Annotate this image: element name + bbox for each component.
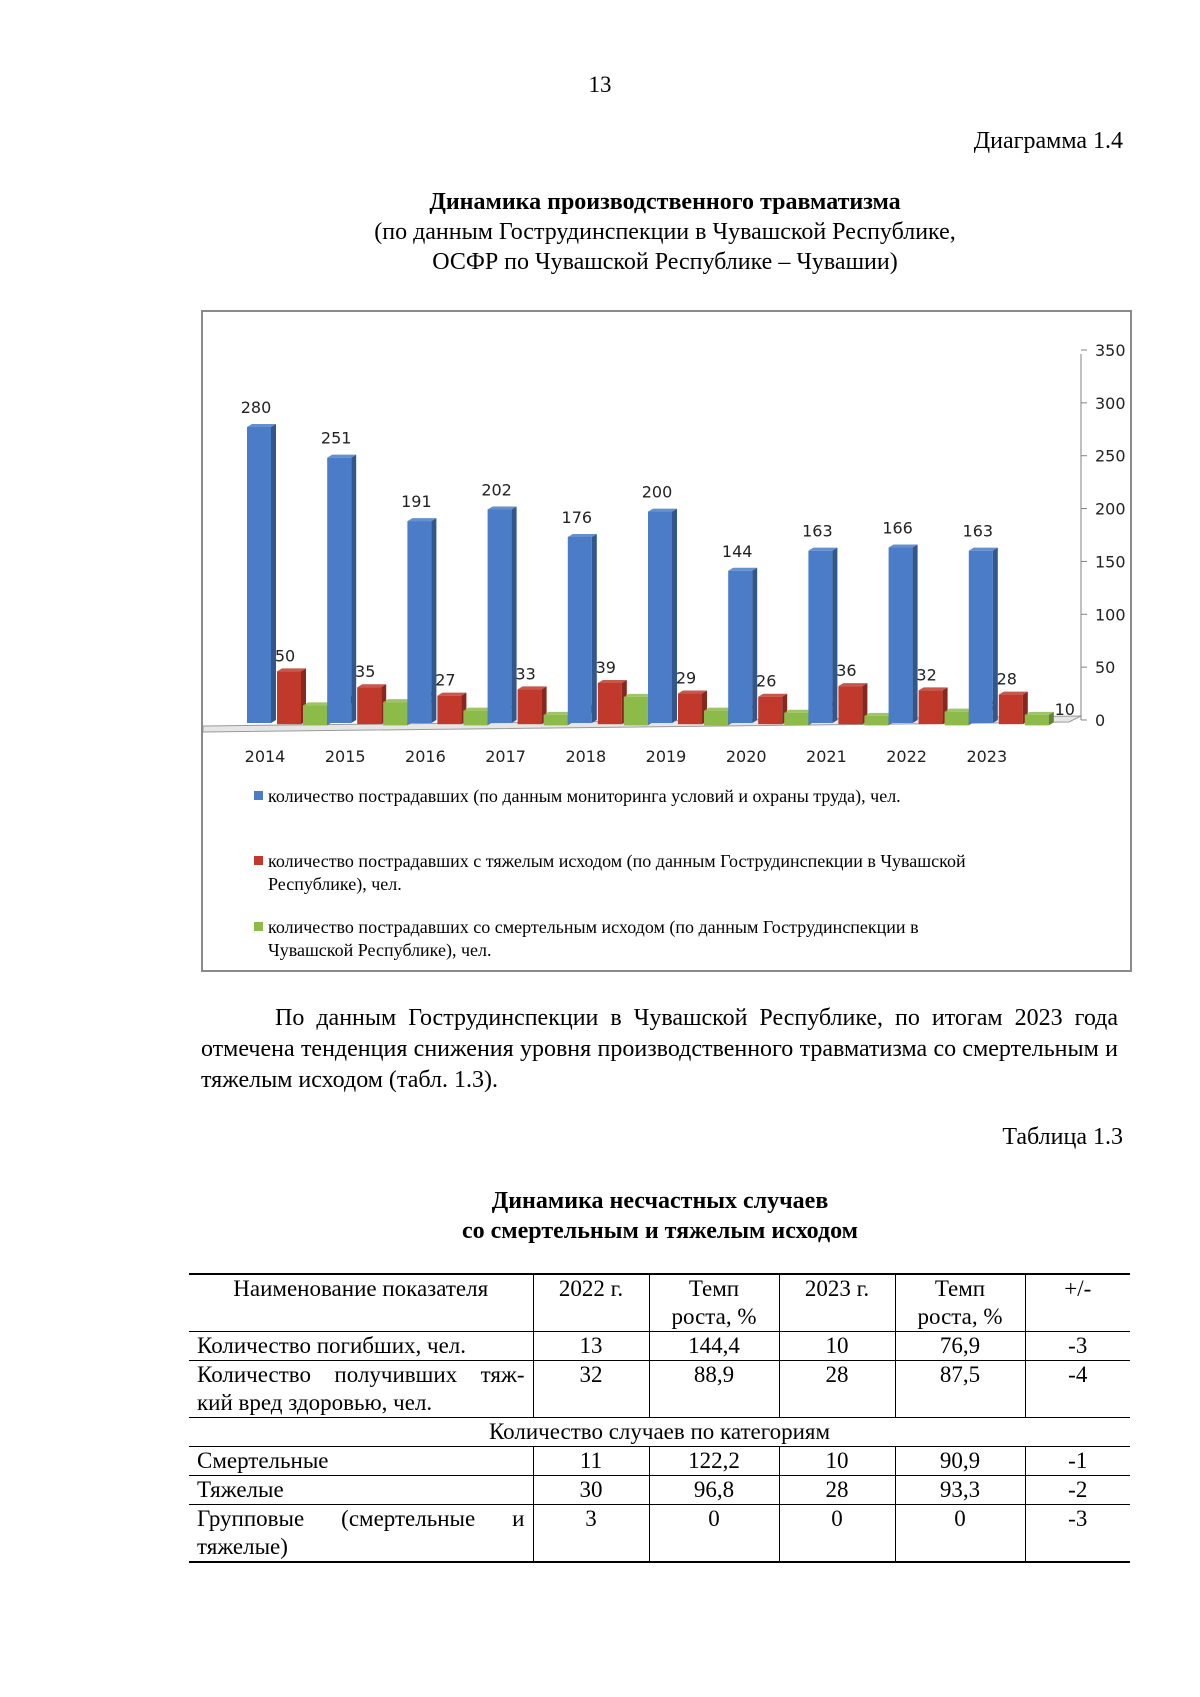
table-section-row bbox=[189, 1418, 1130, 1447]
bar-top bbox=[728, 568, 757, 571]
y-tick-label: 0 bbox=[1095, 711, 1106, 730]
table-row bbox=[189, 1361, 1130, 1418]
bar-severe bbox=[758, 697, 782, 724]
bar-total bbox=[568, 537, 592, 723]
cell-diff: -1 bbox=[1025, 1447, 1130, 1476]
data-label: 251 bbox=[320, 428, 352, 448]
header-growth-2022-line1: Темп bbox=[688, 1276, 740, 1301]
y-tick-label: 300 bbox=[1095, 393, 1126, 413]
chart-title-line1: Динамика производственного травматизма bbox=[429, 189, 901, 215]
bar-top bbox=[437, 693, 466, 696]
bar-top bbox=[969, 548, 998, 551]
bar-side bbox=[592, 534, 597, 723]
y-tick-label: 250 bbox=[1095, 446, 1126, 466]
bar-total bbox=[648, 512, 672, 723]
chart-title bbox=[0, 187, 1200, 277]
bar-side bbox=[993, 548, 998, 723]
bar-top bbox=[247, 424, 276, 427]
bar-top bbox=[568, 534, 597, 537]
data-label: 33 bbox=[515, 664, 536, 684]
data-label: 28 bbox=[996, 669, 1017, 689]
bar-top bbox=[999, 692, 1028, 695]
cell-2022: 3 bbox=[533, 1505, 649, 1563]
data-label: 191 bbox=[401, 492, 432, 512]
diagram-label: Диаграмма 1.4 bbox=[973, 128, 1123, 154]
data-label: 200 bbox=[641, 482, 673, 502]
cell-2023: 0 bbox=[779, 1505, 895, 1563]
bar-fatal bbox=[463, 711, 487, 726]
bar-top bbox=[648, 509, 677, 512]
bar-total bbox=[488, 509, 512, 723]
x-tick-label: 2015 bbox=[324, 747, 366, 766]
legend-swatch-severe bbox=[254, 856, 263, 865]
table-header-row bbox=[189, 1274, 1130, 1332]
bar-top bbox=[678, 691, 707, 694]
cell-growth-2023: 90,9 bbox=[895, 1447, 1025, 1476]
bar-fatal bbox=[303, 705, 327, 725]
bar-top bbox=[407, 518, 436, 521]
chart-title-line3: ОСФР по Чувашской Республике – Чувашии) bbox=[432, 249, 898, 275]
cell-growth-2022: 0 bbox=[649, 1505, 779, 1563]
bar-total bbox=[969, 551, 993, 723]
y-tick-label: 50 bbox=[1095, 658, 1116, 678]
legend-item-total bbox=[268, 785, 1118, 808]
header-2023: 2023 г. bbox=[779, 1274, 895, 1332]
legend-label-severe-line2: Республике), чел. bbox=[268, 874, 402, 894]
data-label: 26 bbox=[756, 671, 777, 691]
x-tick-label: 2018 bbox=[565, 747, 607, 766]
y-tick-label: 100 bbox=[1095, 605, 1126, 625]
bar-severe bbox=[678, 694, 702, 725]
data-label: 32 bbox=[916, 665, 937, 685]
bar-side bbox=[672, 509, 677, 723]
table-label: Таблица 1.3 bbox=[1002, 1124, 1123, 1150]
bar-top bbox=[488, 506, 517, 509]
chart-title-line2: (по данным Гострудинспекции в Чувашской Республике, bbox=[374, 219, 956, 245]
table-row bbox=[189, 1332, 1130, 1361]
data-label: 144 bbox=[721, 541, 753, 561]
bar-top bbox=[838, 683, 867, 686]
bar-total bbox=[808, 551, 832, 723]
cell-growth-2022: 144,4 bbox=[649, 1332, 779, 1361]
cell-2023: 10 bbox=[779, 1447, 895, 1476]
cell-diff: -3 bbox=[1025, 1505, 1130, 1563]
x-tick-label: 2014 bbox=[244, 747, 286, 766]
bar-top bbox=[889, 545, 918, 548]
bar-top bbox=[808, 548, 837, 551]
bar-side bbox=[351, 455, 356, 723]
row-name-line2: тяжелые) bbox=[197, 1534, 288, 1559]
data-label: 163 bbox=[802, 521, 833, 541]
section-label: Количество случаев по категориям bbox=[189, 1418, 1130, 1447]
row-name bbox=[189, 1361, 533, 1418]
cell-2022: 32 bbox=[533, 1361, 649, 1418]
bar-top bbox=[598, 680, 627, 683]
legend-item-fatal bbox=[268, 916, 1118, 962]
legend-label-fatal-line1: количество пострадавших со смертельным исходом (по данным Гострудинспекции в bbox=[268, 917, 919, 937]
x-tick-label: 2023 bbox=[966, 747, 1008, 766]
header-growth-2023 bbox=[895, 1274, 1025, 1332]
bar-top bbox=[357, 684, 386, 687]
cell-growth-2022: 96,8 bbox=[649, 1476, 779, 1505]
cell-growth-2022: 122,2 bbox=[649, 1447, 779, 1476]
data-label: 27 bbox=[435, 670, 456, 690]
bar-side bbox=[832, 548, 837, 723]
table-row bbox=[189, 1476, 1130, 1505]
data-label: 10 bbox=[1054, 699, 1075, 719]
bar-top bbox=[277, 668, 306, 671]
legend-swatch-total bbox=[254, 791, 263, 800]
bar-severe bbox=[357, 687, 381, 724]
table-title bbox=[0, 1186, 1200, 1246]
cell-2022: 30 bbox=[533, 1476, 649, 1505]
legend-label-severe-line1: количество пострадавших с тяжелым исходом (по данным Гострудинспекции в Чувашской bbox=[268, 851, 966, 871]
bar-severe bbox=[919, 690, 943, 724]
data-label: 36 bbox=[836, 661, 857, 681]
legend-label-total: количество пострадавших (по данным мониторинга условий и охраны труда), чел. bbox=[268, 786, 901, 806]
cell-growth-2023: 0 bbox=[895, 1505, 1025, 1563]
bar-side bbox=[913, 545, 918, 723]
header-growth-2023-line1: Темп bbox=[934, 1276, 986, 1301]
header-growth-2023-line2: роста, % bbox=[917, 1304, 1003, 1329]
cell-2022: 13 bbox=[533, 1332, 649, 1361]
y-tick-label: 200 bbox=[1095, 499, 1126, 519]
bar-side bbox=[271, 424, 276, 723]
bar-total bbox=[728, 571, 752, 723]
bar-severe bbox=[437, 696, 461, 725]
bar-fatal bbox=[945, 712, 969, 726]
header-diff: +/- bbox=[1025, 1274, 1130, 1332]
bar-severe bbox=[598, 683, 622, 724]
header-growth-2022 bbox=[649, 1274, 779, 1332]
y-tick-label: 350 bbox=[1095, 341, 1126, 360]
header-indicator: Наименование показателя bbox=[189, 1274, 533, 1332]
cell-diff: -4 bbox=[1025, 1361, 1130, 1418]
bar-top bbox=[919, 687, 948, 690]
legend-label-fatal-line2: Чувашской Республике), чел. bbox=[268, 940, 492, 960]
cell-2023: 28 bbox=[779, 1476, 895, 1505]
bar-top bbox=[518, 686, 547, 689]
bar-severe bbox=[999, 695, 1023, 725]
bar-total bbox=[247, 427, 271, 723]
x-tick-label: 2017 bbox=[485, 747, 526, 766]
x-tick-label: 2022 bbox=[886, 747, 927, 766]
data-label: 166 bbox=[882, 518, 913, 538]
table-row bbox=[189, 1505, 1130, 1563]
bar-severe bbox=[277, 671, 301, 724]
row-name: Количество погибших, чел. bbox=[189, 1332, 533, 1361]
cell-2023: 28 bbox=[779, 1361, 895, 1418]
cell-growth-2023: 87,5 bbox=[895, 1361, 1025, 1418]
data-label: 202 bbox=[481, 480, 512, 500]
bar-fatal bbox=[383, 702, 407, 725]
bar-top bbox=[327, 455, 356, 458]
bar-total bbox=[407, 521, 431, 723]
table-row bbox=[189, 1447, 1130, 1476]
y-tick-label: 150 bbox=[1095, 552, 1126, 572]
row-name: Смертельные bbox=[189, 1447, 533, 1476]
cell-diff: -3 bbox=[1025, 1332, 1130, 1361]
bar-fatal bbox=[864, 716, 888, 726]
x-tick-label: 2019 bbox=[645, 747, 687, 766]
legend-swatch-fatal bbox=[254, 922, 263, 931]
header-growth-2022-line2: роста, % bbox=[671, 1304, 757, 1329]
bar-severe bbox=[838, 686, 862, 724]
x-tick-label: 2016 bbox=[405, 747, 446, 766]
bar-severe bbox=[518, 689, 542, 724]
cell-2022: 11 bbox=[533, 1447, 649, 1476]
bar-top bbox=[1025, 712, 1054, 715]
bar-top bbox=[758, 694, 787, 697]
bar-fatal bbox=[1025, 715, 1049, 726]
data-label: 35 bbox=[355, 662, 376, 682]
row-name-line1: Групповые (смертельные и bbox=[197, 1506, 525, 1531]
bar-total bbox=[327, 458, 351, 723]
row-name: Тяжелые bbox=[189, 1476, 533, 1505]
cell-growth-2023: 93,3 bbox=[895, 1476, 1025, 1505]
bar-side bbox=[431, 518, 436, 723]
legend-item-severe bbox=[268, 850, 1118, 896]
row-name-line2: кий вред здоровью, чел. bbox=[197, 1390, 433, 1415]
page-number: 13 bbox=[588, 72, 612, 97]
data-label: 176 bbox=[561, 507, 593, 527]
data-label: 39 bbox=[595, 657, 616, 677]
data-label: 29 bbox=[675, 668, 697, 688]
x-tick-label: 2021 bbox=[806, 747, 847, 766]
cell-diff: -2 bbox=[1025, 1476, 1130, 1505]
table-title-line2: со смертельным и тяжелым исходом bbox=[461, 1218, 858, 1244]
data-label: 280 bbox=[240, 398, 272, 417]
row-name bbox=[189, 1505, 533, 1563]
data-label: 50 bbox=[274, 646, 296, 666]
bar-side bbox=[752, 568, 757, 723]
table-title-line1: Динамика несчастных случаев bbox=[491, 1188, 829, 1214]
cell-2023: 10 bbox=[779, 1332, 895, 1361]
bar-total bbox=[889, 548, 913, 723]
bar-fatal bbox=[544, 715, 568, 726]
x-tick-label: 2020 bbox=[725, 747, 767, 766]
header-2022: 2022 г. bbox=[533, 1274, 649, 1332]
bar-fatal bbox=[624, 697, 648, 726]
cell-growth-2022: 88,9 bbox=[649, 1361, 779, 1418]
bar-fatal bbox=[784, 713, 808, 726]
row-name-line1: Количество получивших тяж- bbox=[197, 1362, 525, 1387]
accidents-table bbox=[189, 1273, 1130, 1563]
bar-fatal bbox=[704, 711, 728, 726]
data-label: 163 bbox=[962, 521, 994, 541]
cell-growth-2023: 76,9 bbox=[895, 1332, 1025, 1361]
body-paragraph: По данным Гострудинспекции в Чувашской Республике, по итогам 2023 года отмечена тенденция снижения уровня производственного травматизма со смертельным и тяжелым исходом (табл. 1.3). bbox=[201, 1005, 1118, 1093]
bar-side bbox=[512, 506, 517, 723]
